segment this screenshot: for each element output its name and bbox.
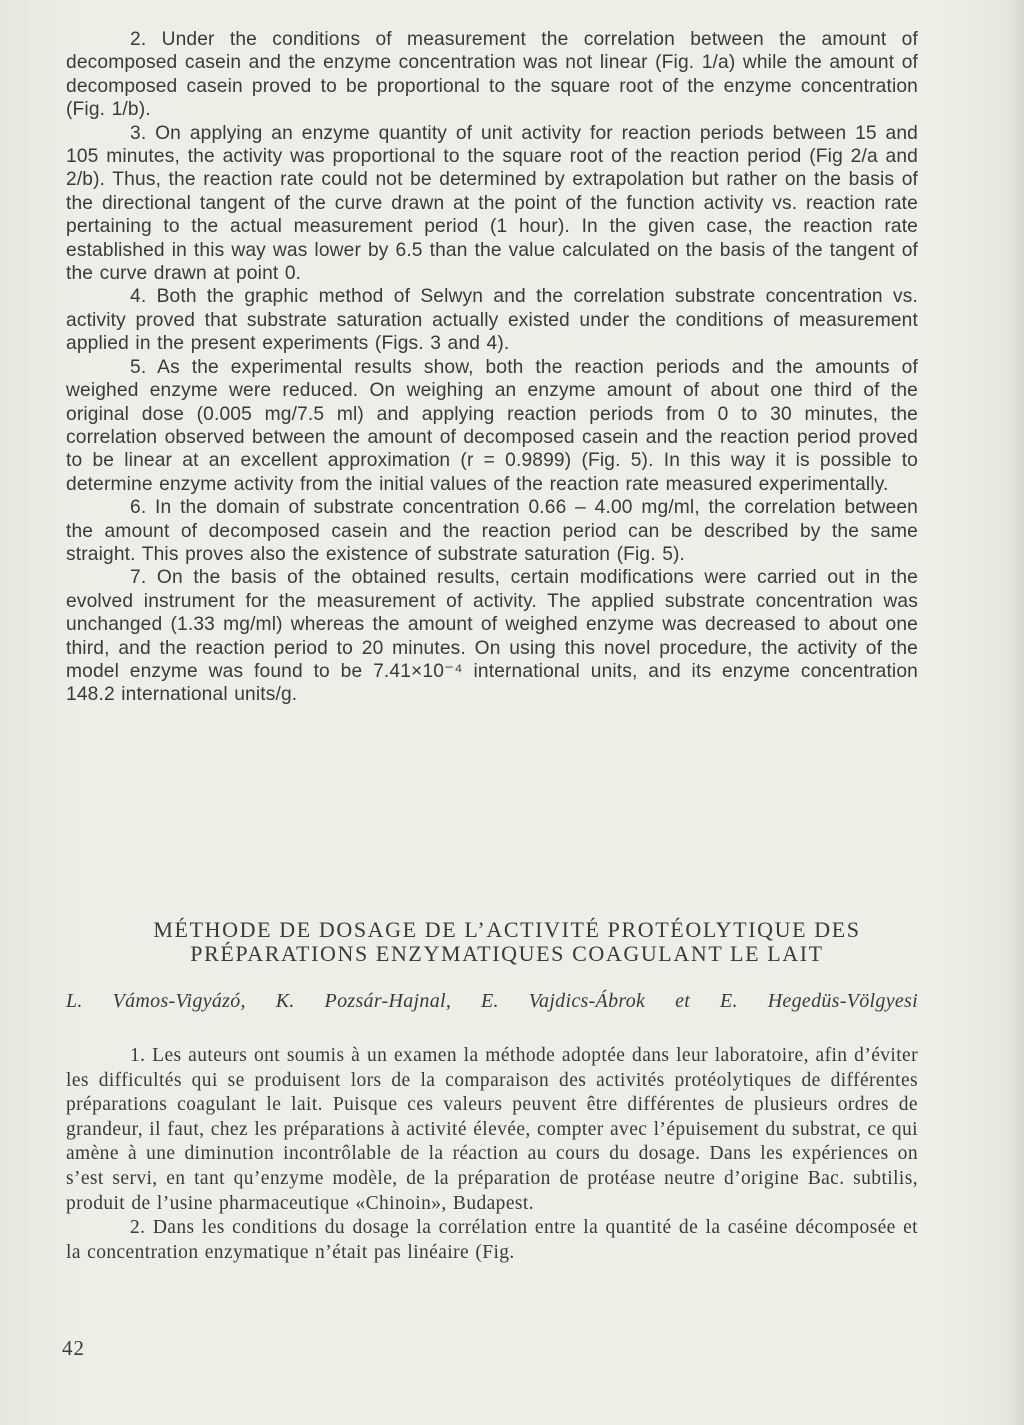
french-summary <box>66 1044 918 1265</box>
page-edge-shadow <box>1006 0 1024 1425</box>
paragraph-6: 6. In the domain of substrate concentration 0.66 – 4.00 mg/ml, the correlation between the amount of decomposed casein and the reaction period can be described by the same straight. This proves also the existence of substrate saturation (Fig. 5). <box>66 497 918 565</box>
english-summary <box>66 28 918 707</box>
paragraph-5: 5. As the experimental results show, both the reaction periods and the amounts of weighed enzyme were reduced. On weighing an enzyme amount of about one third of the original dose (0.005 mg/7.5 ml) and applying reaction periods from 0 to 30 minutes, the correlation observed between the amount of decomposed casein and the reaction period proved to be linear at an excellent approximation (r = 0.9899) (Fig. 5). In this way it is possible to determine enzyme activity from the initial values of the reaction rate measured experimentally. <box>66 356 918 495</box>
french-paragraph-1: 1. Les auteurs ont soumis à un examen la méthode adoptée dans leur laboratoire, afin d’éviter les difficultés qui se produisent lors de la comparaison des activités protéolytiques de différentes préparations coagulant le lait. Puisque ces valeurs peuvent être différentes de plusieurs ordres de grandeur, il faut, chez les préparations à activité élevée, compter avec l’épuisement du substrat, ce qui amène à une diminution incontrôlable de la réaction au cours du dosage. Dans les expériences on s’est servi, en tant qu’enzyme modèle, de la préparation de protéase neutre d’origine Bac. subtilis, produit de l’usine pharmaceutique «Chinoin», Budapest. <box>66 1045 918 1214</box>
author-list: L. Vámos-Vigyázó, K. Pozsár-Hajnal, E. Vajdics-Ábrok et E. Hegedüs-Völgyesi <box>66 990 918 1012</box>
french-paragraph-2: 2. Dans les conditions du dosage la corrélation entre la quantité de la caséine décomposée et la concentration enzymatique n’était pas linéaire (Fig. <box>66 1217 918 1263</box>
paragraph-2: 2. Under the conditions of measurement the correlation between the amount of decomposed casein and the enzyme concentration was not linear (Fig. 1/a) while the amount of decomposed casein proved to be proportional to the square root of the enzyme concentration (Fig. 1/b). <box>66 29 918 121</box>
page-number: 42 <box>62 1336 85 1360</box>
paragraph-3: 3. On applying an enzyme quantity of unit activity for reaction periods between 15 and 105 minutes, the activity was proportional to the square root of the reaction period (Fig 2/a and 2/b). Thus, the reaction rate could not be determined by extrapolation but rather on the basis of the directional tangent of the curve drawn at the point of the function activity vs. reaction rate pertaining to the actual measurement period (1 hour). In the given case, the reaction rate established in this way was lower by 6.5 than the value calculated on the basis of the tangent of the curve drawn at point 0. <box>66 122 918 285</box>
french-section-title: MÉTHODE DE DOSAGE DE L’ACTIVITÉ PROTÉOLYTIQUE DES PRÉPARATIONS ENZYMATIQUES COAGULANT LE LAIT <box>153 917 861 966</box>
paragraph-7: 7. On the basis of the obtained results, certain modifications were carried out in the evolved instrument for the measurement of activity. The applied substrate concentration was unchanged (1.33 mg/ml) whereas the amount of weighed enzyme was decreased to about one third, and the reaction period to 20 minutes. On using this novel procedure, the activity of the model enzyme was found to be 7.41×10⁻⁴ international units, and its enzyme concentration 148.2 international units/g. <box>66 567 918 706</box>
paragraph-4: 4. Both the graphic method of Selwyn and the correlation substrate concentration vs. activity proved that substrate saturation actually existed under the conditions of measurement applied in the present experiments (Figs. 3 and 4). <box>66 286 918 355</box>
